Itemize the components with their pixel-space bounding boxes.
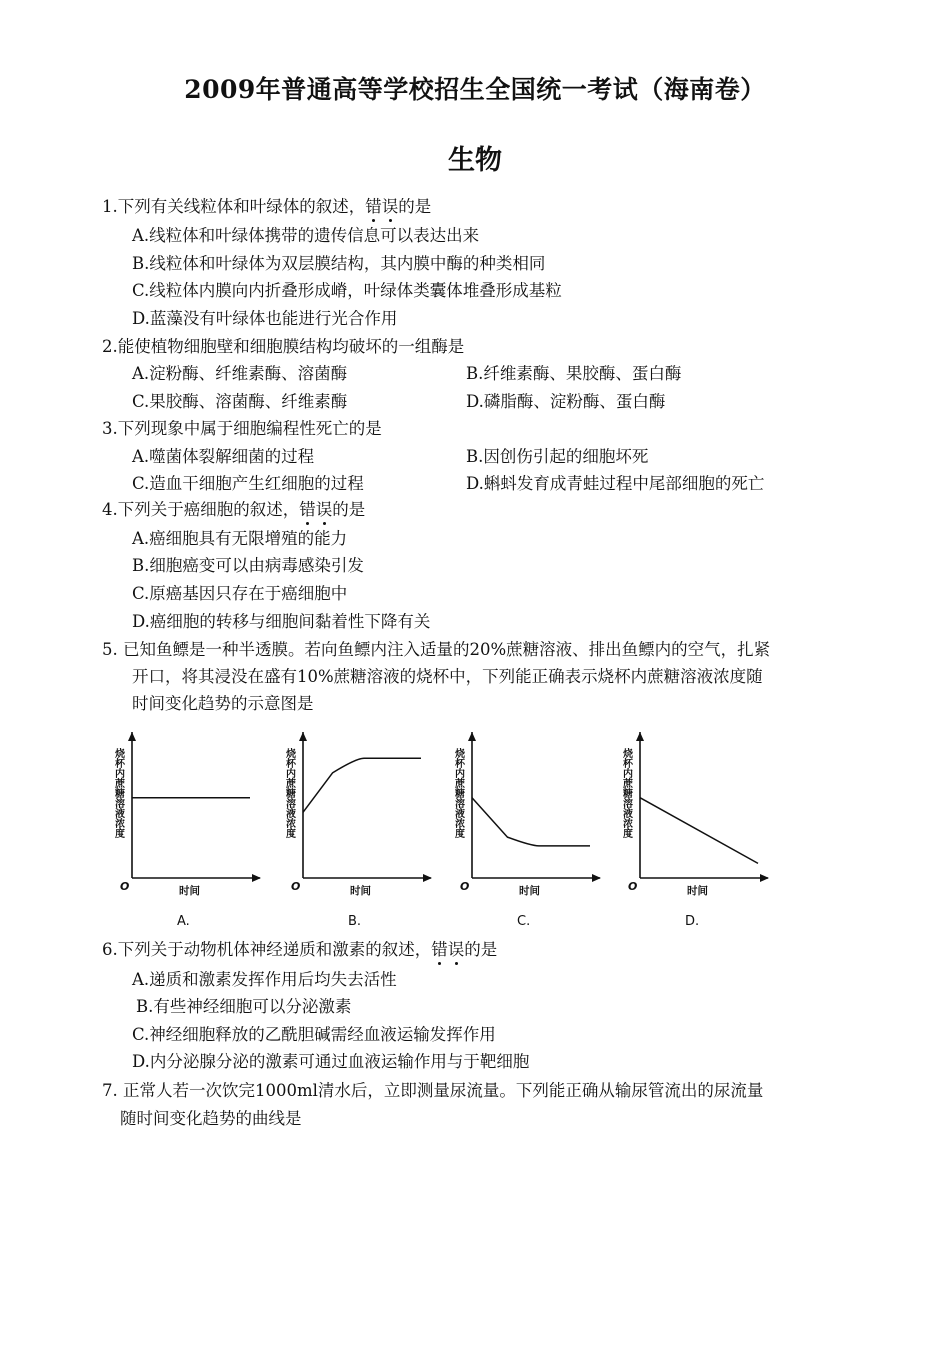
x-axis-arrow bbox=[592, 874, 601, 882]
x-axis-label: 时间 bbox=[179, 885, 200, 897]
origin-label: O bbox=[628, 880, 638, 893]
y-axis-label: 烧杯内蔗糖溶液浓度 bbox=[283, 748, 295, 838]
question-3-option-b: B.因创伤引起的细胞坏死 bbox=[466, 447, 649, 466]
question-6-option-d: D.内分泌腺分泌的激素可通过血液运输作用与于靶细胞 bbox=[132, 1052, 530, 1071]
chart-option-label: B. bbox=[348, 914, 362, 929]
question-5-charts bbox=[100, 720, 820, 935]
question-1-option-c: C.线粒体内膜向内折叠形成嵴，叶绿体类囊体堆叠形成基粒 bbox=[132, 281, 562, 300]
y-axis-arrow bbox=[636, 732, 644, 741]
question-3-option-d: D.蝌蚪发育成青蛙过程中尾部细胞的死亡 bbox=[466, 474, 765, 493]
emphasis-dot-char: 误 bbox=[447, 940, 465, 959]
stem-text: 4.下列关于癌细胞的叙述， bbox=[102, 500, 300, 519]
stem-text: 的是 bbox=[464, 940, 498, 959]
chart-option-label: C. bbox=[517, 914, 531, 929]
question-4-option-b: B.细胞癌变可以由病毒感染引发 bbox=[132, 556, 364, 575]
x-axis-label: 时间 bbox=[687, 885, 708, 897]
origin-label: O bbox=[120, 880, 130, 893]
question-2-option-b: B.纤维素酶、果胶酶、蛋白酶 bbox=[466, 364, 682, 383]
stem-text: 的是 bbox=[398, 197, 432, 216]
question-1-option-d: D.蓝藻没有叶绿体也能进行光合作用 bbox=[132, 309, 398, 328]
question-1-option-a: A.线粒体和叶绿体携带的遗传信息可以表达出来 bbox=[132, 226, 480, 245]
question-5-line-2: 开口，将其浸没在盛有10%蔗糖溶液的烧杯中，下列能正确表示烧杯内蔗糖溶液浓度随 bbox=[132, 667, 763, 686]
question-5-line-3: 时间变化趋势的示意图是 bbox=[132, 694, 314, 713]
question-7-line-1: 7. 正常人若一次饮完1000ml清水后，立即测量尿流量。下列能正确从输尿管流出的尿流量 bbox=[102, 1081, 764, 1100]
question-2-option-c: C.果胶酶、溶菌酶、纤维素酶 bbox=[132, 392, 348, 411]
stem-text: 6.下列关于动物机体神经递质和激素的叙述， bbox=[102, 940, 432, 959]
chart-option-label: A. bbox=[177, 914, 190, 929]
question-6-stem bbox=[102, 940, 497, 960]
stem-text: 的是 bbox=[332, 500, 366, 519]
series-line bbox=[640, 798, 758, 864]
series-line bbox=[303, 758, 421, 812]
stem-text: 1.下列有关线粒体和叶绿体的叙述， bbox=[102, 197, 366, 216]
origin-label: O bbox=[460, 880, 470, 893]
question-3-option-c: C.造血干细胞产生红细胞的过程 bbox=[132, 474, 364, 493]
y-axis-label: 烧杯内蔗糖溶液浓度 bbox=[452, 748, 464, 838]
question-6-option-b: B.有些神经细胞可以分泌激素 bbox=[136, 997, 352, 1016]
origin-label: O bbox=[291, 880, 301, 893]
question-3-stem: 3.下列现象中属于细胞编程性死亡的是 bbox=[102, 419, 382, 438]
subject-title: 生物 bbox=[448, 145, 502, 176]
chart-option-label: D. bbox=[685, 914, 700, 929]
emphasis-dot-char: 错 bbox=[365, 197, 382, 216]
question-1-option-b: B.线粒体和叶绿体为双层膜结构，其内膜中酶的种类相同 bbox=[132, 254, 546, 273]
emphasis-dot-char: 误 bbox=[315, 500, 333, 519]
question-1-stem bbox=[102, 197, 431, 217]
x-axis-arrow bbox=[760, 874, 769, 882]
y-axis-label: 烧杯内蔗糖溶液浓度 bbox=[112, 748, 124, 838]
y-axis-arrow bbox=[468, 732, 476, 741]
x-axis-arrow bbox=[252, 874, 261, 882]
series-line bbox=[472, 798, 590, 846]
exam-title: 2009年普通高等学校招生全国统一考试（海南卷） bbox=[184, 75, 766, 104]
y-axis-label: 烧杯内蔗糖溶液浓度 bbox=[620, 748, 632, 838]
x-axis-arrow bbox=[423, 874, 432, 882]
y-axis-arrow bbox=[128, 732, 136, 741]
question-7-line-2: 随时间变化趋势的曲线是 bbox=[120, 1109, 302, 1128]
emphasis-dot-char: 错 bbox=[431, 940, 448, 959]
question-4-option-d: D.癌细胞的转移与细胞间黏着性下降有关 bbox=[132, 612, 431, 631]
question-4-stem bbox=[102, 500, 365, 520]
question-4-option-c: C.原癌基因只存在于癌细胞中 bbox=[132, 584, 348, 603]
question-3-option-a: A.噬菌体裂解细菌的过程 bbox=[132, 447, 315, 466]
x-axis-label: 时间 bbox=[519, 885, 540, 897]
question-5-line-1: 5. 已知鱼鳔是一种半透膜。若向鱼鳔内注入适量的20%蔗糖溶液、排出鱼鳔内的空气，扎紧 bbox=[102, 640, 771, 659]
question-4-option-a: A.癌细胞具有无限增殖的能力 bbox=[132, 529, 348, 548]
question-6-option-a: A.递质和激素发挥作用后均失去活性 bbox=[132, 970, 397, 989]
question-2-stem: 2.能使植物细胞壁和细胞膜结构均破坏的一组酶是 bbox=[102, 337, 465, 356]
question-6-option-c: C.神经细胞释放的乙酰胆碱需经血液运输发挥作用 bbox=[132, 1025, 496, 1044]
x-axis-label: 时间 bbox=[350, 885, 371, 897]
emphasis-dot-char: 错 bbox=[299, 500, 316, 519]
question-2-option-d: D.磷脂酶、淀粉酶、蛋白酶 bbox=[466, 392, 666, 411]
y-axis-arrow bbox=[299, 732, 307, 741]
emphasis-dot-char: 误 bbox=[381, 197, 399, 216]
question-2-option-a: A.淀粉酶、纤维素酶、溶菌酶 bbox=[132, 364, 348, 383]
